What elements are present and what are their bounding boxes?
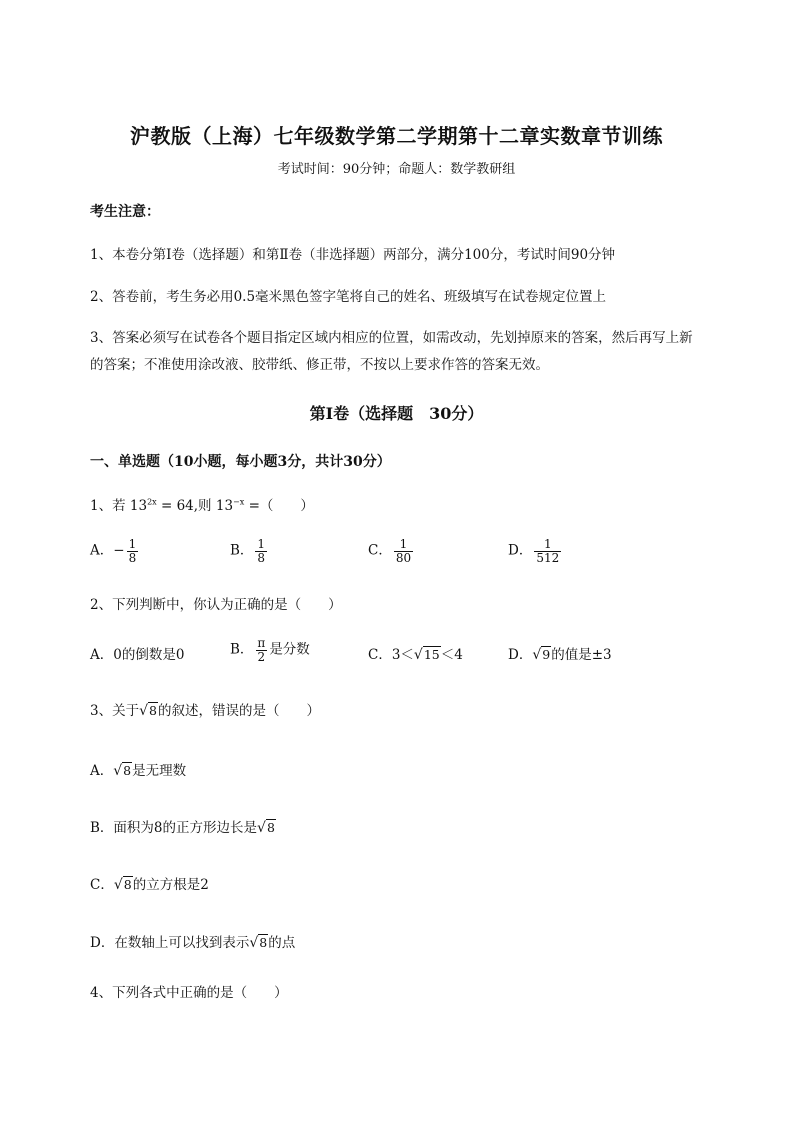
notice-item-2: 2、答卷前，考生务必用0.5毫米黑色签字笔将自己的姓名、班级填写在试卷规定位置上 xyxy=(90,289,607,305)
notice-item-3-cont: 的答案；不准使用涂改液、胶带纸、修正带，不按以上要求作答的答案无效。 xyxy=(90,357,549,373)
notice-item-1: 1、本卷分第Ⅰ卷（选择题）和第Ⅱ卷（非选择题）两部分，满分100分，考试时间90分钟 xyxy=(90,247,616,263)
question-1-stem: 1、若 $13^{2x} = 64$,则 $13^{-x}$ =（ ） xyxy=(90,497,314,514)
question-1-option-c: C． $\frac{1}{80}$ xyxy=(368,537,412,565)
section-title: 第Ⅰ卷（选择题 30分） xyxy=(309,404,484,423)
question-2-option-d: D．√9的值是±3 xyxy=(508,647,612,663)
question-3-option-b: B．面积为8的正方形边长是√8 xyxy=(90,820,275,836)
question-3-option-d: D．在数轴上可以找到表示√8的点 xyxy=(90,935,296,951)
question-2-option-b: B． $\frac{\pi}{2}$ 是分数 xyxy=(230,636,310,664)
question-2-stem: 2、下列判断中，你认为正确的是（ ） xyxy=(90,597,342,613)
sqrt-9: √9 xyxy=(532,647,551,663)
question-3-option-c: C．√8的立方根是2 xyxy=(90,877,209,893)
question-4-stem: 4、下列各式中正确的是（ ） xyxy=(90,985,288,1001)
sqrt-15: √15 xyxy=(413,647,440,663)
question-1-option-b: B． $\frac{1}{8}$ xyxy=(230,537,266,565)
notice-item-3: 3、答案必须写在试卷各个题目指定区域内相应的位置，如需改动，先划掉原来的答案，然后再写上新 xyxy=(90,330,693,346)
part-heading: 一、单选题（10小题，每小题3分，共计30分） xyxy=(90,454,391,470)
question-2-option-c: C．3＜√15＜4 xyxy=(368,647,463,663)
exam-subtitle: 考试时间：90分钟；命题人：数学教研组 xyxy=(277,162,516,177)
question-1-option-d: D． $\frac{1}{512}$ xyxy=(508,537,560,565)
question-2-option-a: A．0的倒数是0 xyxy=(90,647,185,663)
notice-heading: 考生注意： xyxy=(90,204,160,220)
question-3-option-a: A．√8是无理数 xyxy=(90,763,187,779)
page-title: 沪教版（上海）七年级数学第二学期第十二章实数章节训练 xyxy=(130,124,663,148)
question-1-option-a: A．− $\frac{1}{8}$ xyxy=(90,537,137,565)
question-3-stem: 3、关于√8的叙述，错误的是（ ） xyxy=(90,703,320,719)
